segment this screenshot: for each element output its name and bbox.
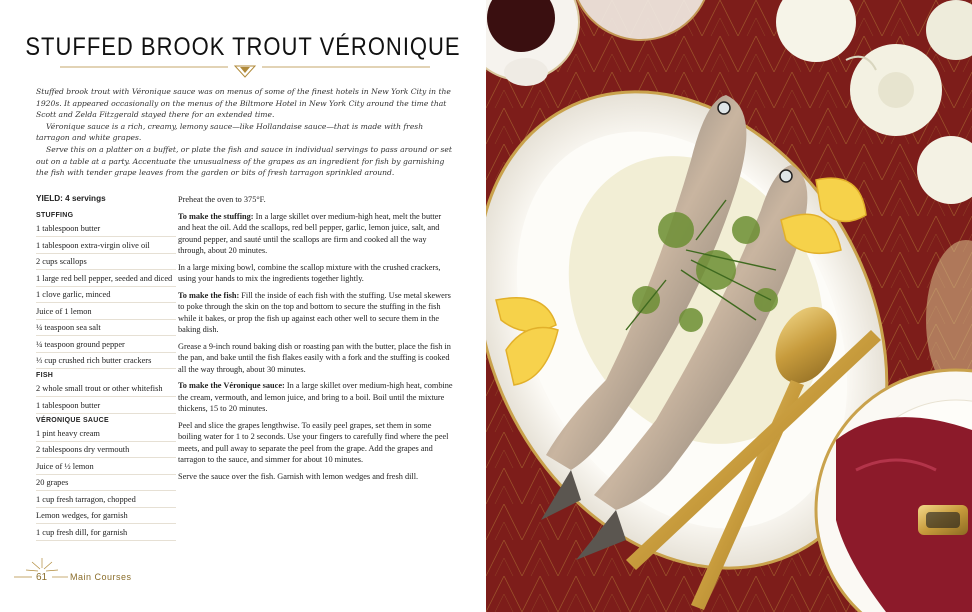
recipe-title: STUFFED BROOK TROUT VÉRONIQUE: [25, 32, 461, 61]
ingredient-item: 1 large red bell pepper, seeded and diced: [36, 273, 176, 287]
step-serve: Serve the sauce over the fish. Garnish with lemon wedges and fresh dill.: [178, 471, 419, 481]
ingredient-item: 2 cups scallops: [36, 256, 176, 270]
step-label: To make the stuffing:: [178, 211, 254, 221]
section-name: Main Courses: [70, 572, 132, 582]
step-text: Fill the inside of each fish with the stuffing. Use metal skewers to poke through the skin on the top and bottom to secure the stuffing in the fish while it bakes, or prop the fish up against each other well to secure them in the baking dish.: [178, 290, 451, 334]
ingredient-item: Juice of 1 lemon: [36, 306, 176, 320]
step-stuffing: [178, 211, 454, 257]
recipe-intro: [36, 86, 454, 179]
ingredient-item: Juice of ½ lemon: [36, 461, 176, 475]
recipe-instructions: [178, 194, 454, 487]
page-footer: [14, 556, 214, 596]
step-grapes: Peel and slice the grapes lengthwise. To easily peel grapes, set them in some boiling water for 1 to 2 seconds. Use your fingers to carefully find where the peel meets, and pull away to separate the peel from the grape. Add the grapes and tarragon to the sauce, and simmer for about 10 minutes.: [178, 420, 449, 464]
step-text: In a large skillet over medium-high heat, melt the butter and heat the oil. Add the scallops, red bell pepper, garlic, lemon juice, salt, and ground pepper, and sauté until the scallops are firm and cooked all the way through, about 20 minutes.: [178, 211, 442, 255]
ingredient-item: 1 clove garlic, minced: [36, 289, 176, 303]
ingredient-item: ¼ teaspoon sea salt: [36, 322, 176, 336]
ingredient-item: ⅓ cup crushed rich butter crackers: [36, 355, 176, 369]
intro-paragraph: Véronique sauce is a rich, creamy, lemony sauce—like Hollandaise sauce—that is made with fresh tarragon and white grapes.: [36, 121, 424, 143]
step-mixing: In a large mixing bowl, combine the scallop mixture with the crushed crackers, using your hands to mix the ingredients together lightly.: [178, 262, 441, 283]
ingredient-item: ¼ teaspoon ground pepper: [36, 339, 176, 353]
stuffing-heading: STUFFING: [36, 212, 74, 219]
ingredient-item: 2 tablespoons dry vermouth: [36, 444, 176, 458]
step-sauce: [178, 380, 454, 415]
intro-paragraph: Stuffed brook trout with Véronique sauce was on menus of some of the finest hotels in New York City in the 1920s. It appeared occasionally on the menus of the Biltmore Hotel in New York City around the time that Scott and Zelda Fitzgerald stayed there for an extended time.: [36, 87, 451, 120]
ingredient-item: 2 whole small trout or other whitefish: [36, 383, 176, 397]
ingredient-item: 1 cup fresh tarragon, chopped: [36, 494, 176, 508]
step-label: To make the fish:: [178, 290, 240, 300]
yield-label: YIELD: 4 servings: [36, 194, 106, 203]
step-preheat: Preheat the oven to 375°F.: [178, 195, 266, 204]
page-number: 61: [36, 572, 48, 583]
step-label: To make the Véronique sauce:: [178, 381, 285, 390]
ingredient-item: 1 cup fresh dill, for garnish: [36, 527, 176, 541]
step-fish: [178, 290, 454, 336]
sauce-heading: VÉRONIQUE SAUCE: [36, 416, 109, 424]
art-deco-divider-icon: [60, 64, 430, 78]
fish-heading: FISH: [36, 372, 54, 379]
ingredient-item: 1 tablespoon extra-virgin olive oil: [36, 240, 176, 254]
ingredient-item: 1 tablespoon butter: [36, 223, 176, 237]
ingredient-item: 1 pint heavy cream: [36, 428, 176, 442]
ingredients-list: [36, 194, 176, 543]
ingredient-item: 20 grapes: [36, 477, 176, 491]
stuffed-trout-photo-icon: [486, 0, 972, 612]
step-text: In a large skillet over medium-high heat, combine the cream, vermouth, and lemon juice, and bring to a boil. Boil until the mixture thickens, 15 to 20 minutes.: [178, 381, 453, 413]
ingredient-item: 1 tablespoon butter: [36, 400, 176, 414]
ingredient-item: Lemon wedges, for garnish: [36, 510, 176, 524]
food-photo: [486, 0, 972, 612]
intro-paragraph: Serve this on a platter on a buffet, or plate the fish and sauce in individual servings to pass around or set out on a table at a party. Accentuate the unusualness of the grapes as an ingredient for fish by garnishing the fish with tender grape leaves from the garden or bits of fresh tarragon sprinkled around.: [36, 144, 452, 178]
step-grease: Grease a 9-inch round baking dish or roasting pan with the butter, place the fish in the pan, and bake until the fish flakes easily with a fork and the stuffing is cooked all the way through, about 30 minutes.: [178, 341, 451, 374]
